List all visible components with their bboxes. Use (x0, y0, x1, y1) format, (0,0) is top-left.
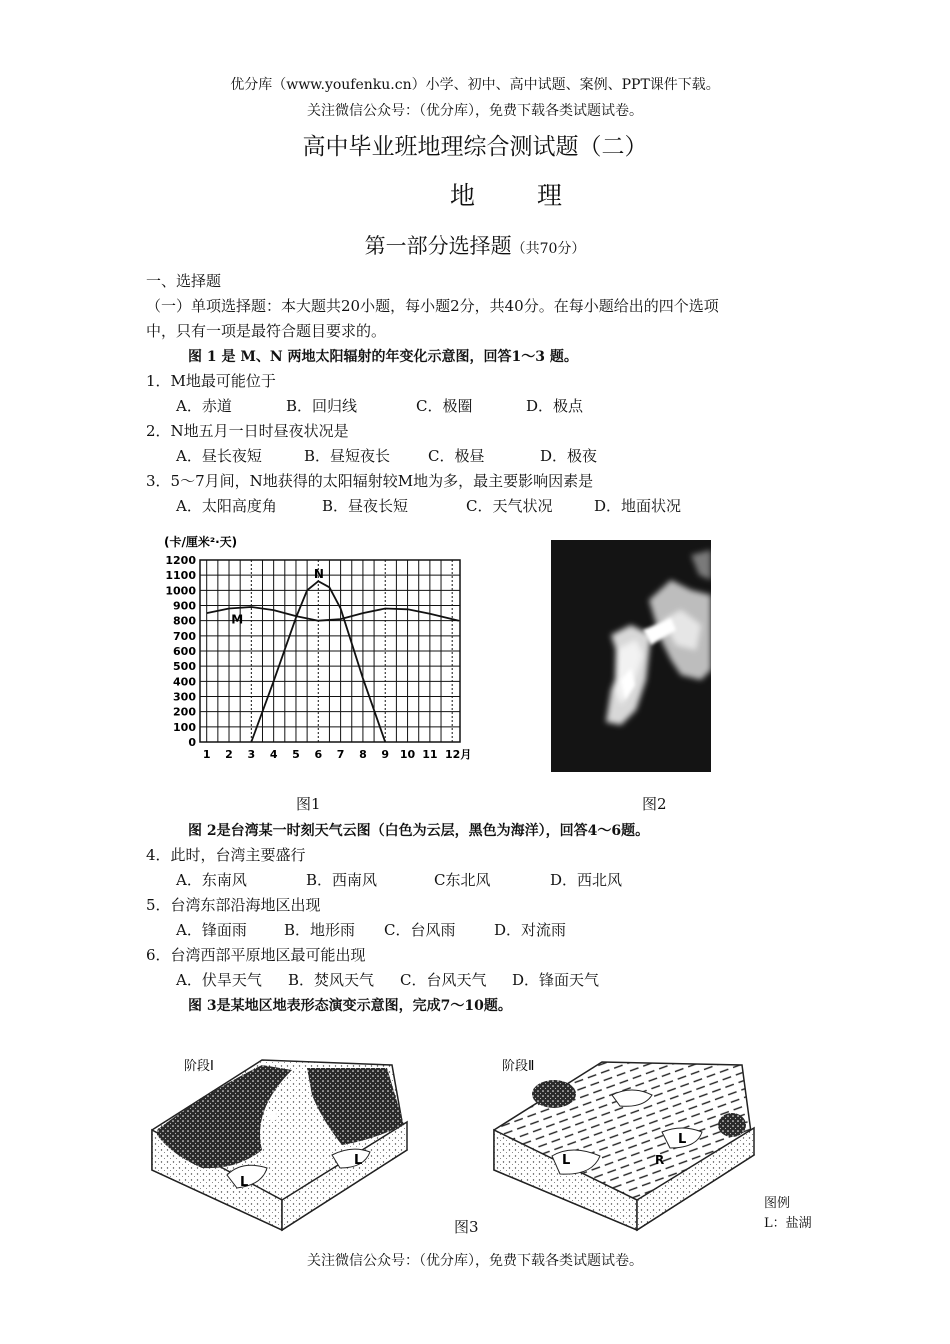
fig3-label-l3: L (562, 1153, 571, 1168)
series-line-m (207, 607, 459, 621)
site-header-line1: 优分库（www.youfenku.cn）小学、初中、高中试题、案例、PPT课件下载。 (230, 77, 720, 93)
fig2-cloud-image (551, 540, 711, 772)
option-d[interactable]: D．极点 (526, 397, 584, 415)
option-d[interactable]: D．锋面天气 (512, 971, 600, 989)
fig2-caption: 图2 (642, 795, 667, 813)
fig3-prompt: 图 3是某地区地表形态演变示意图，完成7～10题。 (188, 998, 512, 1014)
fig1-chart (160, 530, 480, 765)
fig3-legend-title: 图例 (764, 1196, 791, 1211)
option-c[interactable]: C东北风 (434, 871, 491, 889)
y-tick-label: 300 (173, 690, 196, 704)
question-2-stem: 2．N地五月一日时昼夜状况是 (146, 422, 349, 440)
fig3-label-r: R (655, 1153, 665, 1167)
series-label-n: N (313, 567, 324, 582)
x-tick-label: 10 (399, 748, 416, 761)
x-tick-label: 9 (381, 748, 390, 761)
x-tick-label: 7 (336, 748, 345, 761)
y-tick-label: 700 (173, 629, 196, 643)
option-a[interactable]: A．太阳高度角 (176, 497, 277, 515)
option-d[interactable]: D．对流雨 (494, 921, 567, 939)
y-tick-label: 600 (173, 645, 196, 658)
y-tick-label: 0 (188, 736, 196, 749)
fig3-label-l1: L (240, 1175, 249, 1190)
question-2-options (176, 445, 597, 466)
y-tick-label: 100 (173, 720, 196, 734)
fig3-caption: 图3 (454, 1218, 479, 1236)
stage1-label: 阶段Ⅰ (184, 1059, 214, 1074)
x-tick-label: 5 (292, 748, 300, 761)
option-a[interactable]: A．昼长夜短 (176, 447, 262, 465)
subject-title: 地理 (449, 181, 624, 210)
option-c[interactable]: C．天气状况 (466, 497, 553, 515)
option-d[interactable]: D．地面状况 (594, 497, 682, 515)
x-tick-label: 1 (202, 748, 211, 761)
instructions-line1: （一）单项选择题：本大题共20小题，每小题2分，共40分。在每小题给出的四个选项 (146, 297, 719, 315)
x-tick-label: 4 (269, 748, 278, 761)
question-3-stem: 3．5～7月间，N地获得的太阳辐射较M地为多，最主要影响因素是 (146, 472, 594, 490)
option-c[interactable]: C．台风天气 (400, 971, 487, 989)
exam-title: 高中毕业班地理综合测试题（二） (302, 134, 648, 160)
option-b[interactable]: B．昼短夜长 (304, 447, 391, 465)
option-a[interactable]: A．东南风 (176, 871, 247, 889)
y-tick-label: 500 (173, 660, 196, 674)
option-a[interactable]: A．锋面雨 (176, 921, 247, 939)
option-d[interactable]: D．西北风 (550, 871, 623, 889)
question-6-options (176, 969, 599, 990)
fig3-label-n: N (267, 1109, 278, 1123)
y-tick-label: 400 (173, 675, 196, 689)
fig3-landform-diagram (142, 1040, 832, 1252)
part-heading (0, 230, 950, 260)
option-c[interactable]: C．极圈 (416, 397, 473, 415)
option-b[interactable]: B．西南风 (306, 871, 378, 889)
question-3-options (176, 495, 681, 516)
page-footer: 关注微信公众号：（优分库），免费下载各类试题试卷。 (307, 1253, 643, 1269)
series-label-m: M (231, 612, 244, 627)
chart-ylabel: (卡/厘米²·天) (164, 535, 238, 549)
x-tick-label: 11 (422, 748, 438, 761)
option-b[interactable]: B．昼夜长短 (322, 497, 409, 515)
question-5-stem: 5．台湾东部沿海地区出现 (146, 896, 321, 914)
y-tick-label: 1200 (165, 554, 196, 567)
question-1-options (176, 395, 583, 416)
y-tick-label: 900 (173, 599, 196, 613)
fig3-label-l4: L (678, 1132, 687, 1147)
question-4-options (176, 869, 622, 890)
y-tick-label: 200 (173, 705, 196, 719)
option-b[interactable]: B．回归线 (286, 397, 358, 415)
x-tick-label: 8 (359, 748, 367, 761)
option-b[interactable]: B．焚风天气 (288, 971, 375, 989)
question-1-stem: 1．M地最可能位于 (146, 372, 276, 390)
option-b[interactable]: B．地形雨 (284, 921, 356, 939)
option-d[interactable]: D．极夜 (540, 447, 598, 465)
fig1-prompt: 图 1 是 M、N 两地太阳辐射的年变化示意图，回答1～3 题。 (188, 349, 578, 365)
y-tick-label: 1000 (165, 584, 196, 598)
x-tick-label: 2 (225, 748, 233, 761)
fig3-label-l2: L (354, 1153, 363, 1168)
question-5-options (176, 919, 566, 940)
x-tick-label: 12月 (445, 748, 472, 761)
part-main: 第一部分选择题 (364, 234, 512, 258)
x-tick-label: 3 (247, 748, 256, 761)
fig3-legend-item: L：盐湖 (764, 1216, 812, 1231)
section-heading: 一、选择题 (146, 272, 222, 290)
instructions-line2: 中，只有一项是最符合题目要求的。 (146, 322, 387, 340)
option-a[interactable]: A．赤道 (176, 397, 232, 415)
question-4-stem: 4．此时，台湾主要盛行 (146, 846, 306, 864)
option-c[interactable]: C．台风雨 (384, 921, 456, 939)
fig1-caption: 图1 (296, 795, 321, 813)
y-tick-label: 800 (173, 614, 196, 628)
stage2-label: 阶段Ⅱ (502, 1059, 535, 1074)
question-6-stem: 6．台湾西部平原地区最可能出现 (146, 946, 366, 964)
option-a[interactable]: A．伏旱天气 (176, 971, 262, 989)
x-tick-label: 6 (314, 748, 323, 761)
part-points: （共70分） (511, 241, 586, 257)
y-tick-label: 1100 (165, 569, 196, 583)
option-c[interactable]: C．极昼 (428, 447, 485, 465)
site-header-line2: 关注微信公众号：（优分库），免费下载各类试题试卷。 (307, 103, 643, 119)
fig2-prompt: 图 2是台湾某一时刻天气云图（白色为云层，黑色为海洋），回答4～6题。 (188, 823, 650, 839)
